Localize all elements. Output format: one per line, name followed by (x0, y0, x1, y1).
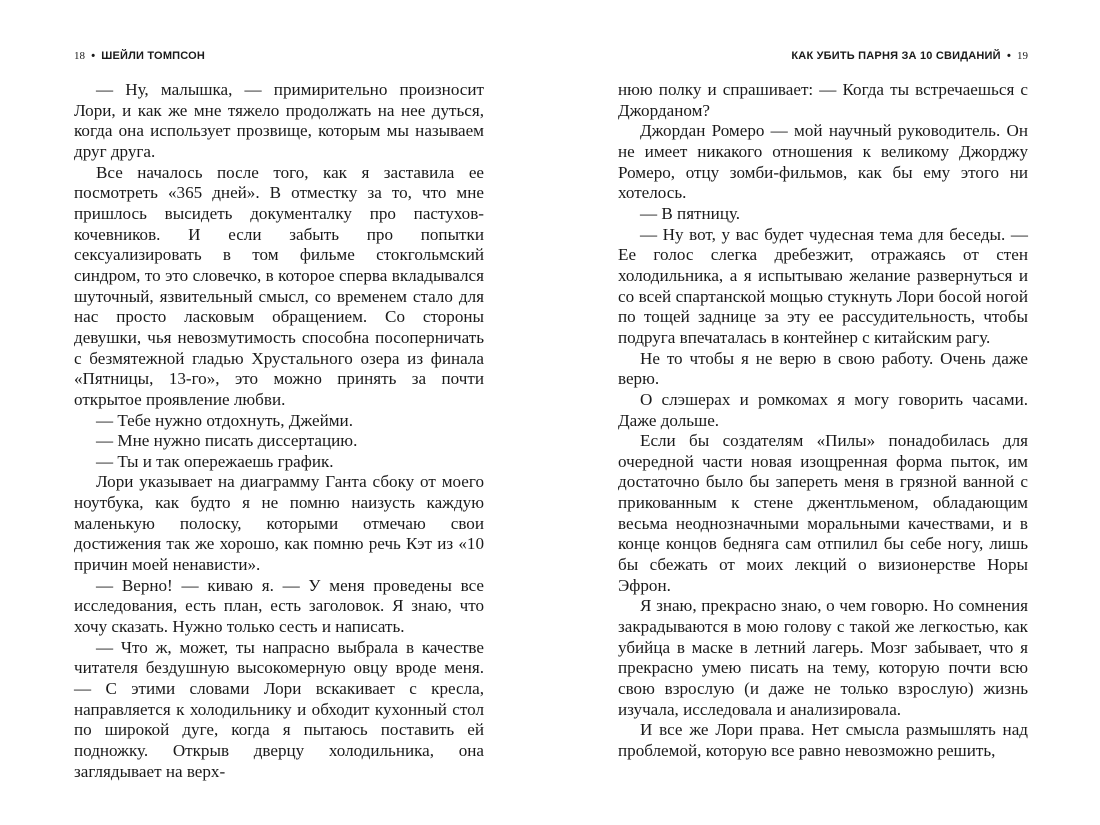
paragraph: Если бы создателям «Пилы» понадобилась для очередной части новая изощренная форма пыток, им достаточно было бы запереть меня в грязной ванной с прикованным к стене джентльменом, обладающим весьма неоднозначными моральными качествами, и в конце концов бедняга сам отпилил бы себе ногу, лишь бы сбежать от моих лекций о визионерстве Норы Эфрон. (618, 431, 1028, 595)
paragraph: — Ты и так опережаешь график. (96, 451, 334, 471)
paragraph: — Что ж, может, ты напрасно выбрала в качестве читателя бездушную высокомерную овцу вроде меня. — С этими словами Лори вскакивает с кресла, направляется к холодильнику и обходит кухонный стол по широкой дуге, когда я пытаюсь поставить ей подножку. Открыв дверцу холодильника, она заглядывает на верх- (74, 637, 484, 781)
paragraph: Джордан Ромеро — мой научный руководитель. Он не имеет никакого отношения к великому Джорджу Ромеро, отцу зомби-фильмов, как бы ему этого ни хотелось. (618, 121, 1028, 203)
paragraph: О слэшерах и ромкомах я могу говорить часами. Даже дольше. (618, 389, 1028, 430)
continuation-paragraph: нюю полку и спрашивает: — Когда ты встречаешься с Джорданом? (618, 80, 1028, 120)
paragraph: Я знаю, прекрасно знаю, о чем говорю. Но сомнения закрадываются в мою голову с такой же легкостью, как убийца в маске в летний лагерь. Мозг забывает, что я прекрасно умею писать на тему, которую почти всю свою взрослую (и даже не только взрослую) жизнь изучала, исследовала и анализировала. (618, 596, 1028, 719)
paragraph: — Тебе нужно отдохнуть, Джейми. (96, 410, 353, 430)
header-separator: • (91, 50, 96, 62)
header-separator: • (1006, 50, 1011, 62)
left-page-number: 18 (74, 50, 85, 62)
paragraph: Все началось после того, как я заставила ее посмотреть «365 дней». В отместку за то, что мне пришлось высидеть документалку про пастухов-кочевников. И если забыть про попытки сексуализировать в том фильме стокгольмский синдром, то это словечко, в которое сперва вкладывался шуточный, язвительный смысл, со временем стало для нас просто ласковым обращением. Со стороны девушки, чья невозмутимость способна посоперничать с безмятежной гладью Хрустального озера из финала «Пятницы, 13-го», это можно принять за почти открытое проявление любви. (74, 162, 484, 409)
right-page-number: 19 (1017, 50, 1028, 62)
right-running-header (618, 50, 1028, 70)
right-page-text (618, 80, 1028, 762)
paragraph: — В пятницу. (640, 203, 741, 223)
paragraph: И все же Лори права. Нет смысла размышлять над проблемой, которую все равно невозможно решить, (618, 720, 1028, 760)
left-page (74, 0, 484, 825)
left-page-text (74, 80, 484, 782)
paragraph: — Ну вот, у вас будет чудесная тема для беседы. — Ее голос слегка дребезжит, отражаясь от стен холодильника, а я испытываю желание развернуться и со всей спартанской мощью стукнуть Лори босой ногой по тощей заднице за эту ее рассудительность, чтобы подруга впечаталась в контейнер с китайским рагу. (618, 224, 1028, 347)
paragraph: Не то чтобы я не верю в свою работу. Очень даже верю. (618, 348, 1028, 389)
right-running-head: КАК УБИТЬ ПАРНЯ ЗА 10 СВИДАНИЙ (791, 50, 1001, 62)
paragraph: Лори указывает на диаграмму Ганта сбоку от моего ноутбука, как будто я не помню наизусть каждую маленькую полоску, которыми отмечаю свои достижения так же хорошо, как помню речь Кэт из «10 причин моей ненависти». (74, 472, 484, 575)
paragraph: — Ну, малышка, — примирительно произносит Лори, и как же мне тяжело продолжать на нее дуться, когда она использует прозвище, которым мы называем друг друга. (74, 80, 484, 161)
right-page (618, 0, 1028, 825)
paragraph: — Мне нужно писать диссертацию. (96, 431, 358, 451)
paragraph: — Верно! — киваю я. — У меня проведены все исследования, есть план, есть заголовок. Я знаю, что хочу сказать. Нужно только сесть и написать. (74, 575, 484, 637)
left-running-header (74, 50, 484, 70)
left-running-head: ШЕЙЛИ ТОМПСОН (101, 50, 206, 62)
